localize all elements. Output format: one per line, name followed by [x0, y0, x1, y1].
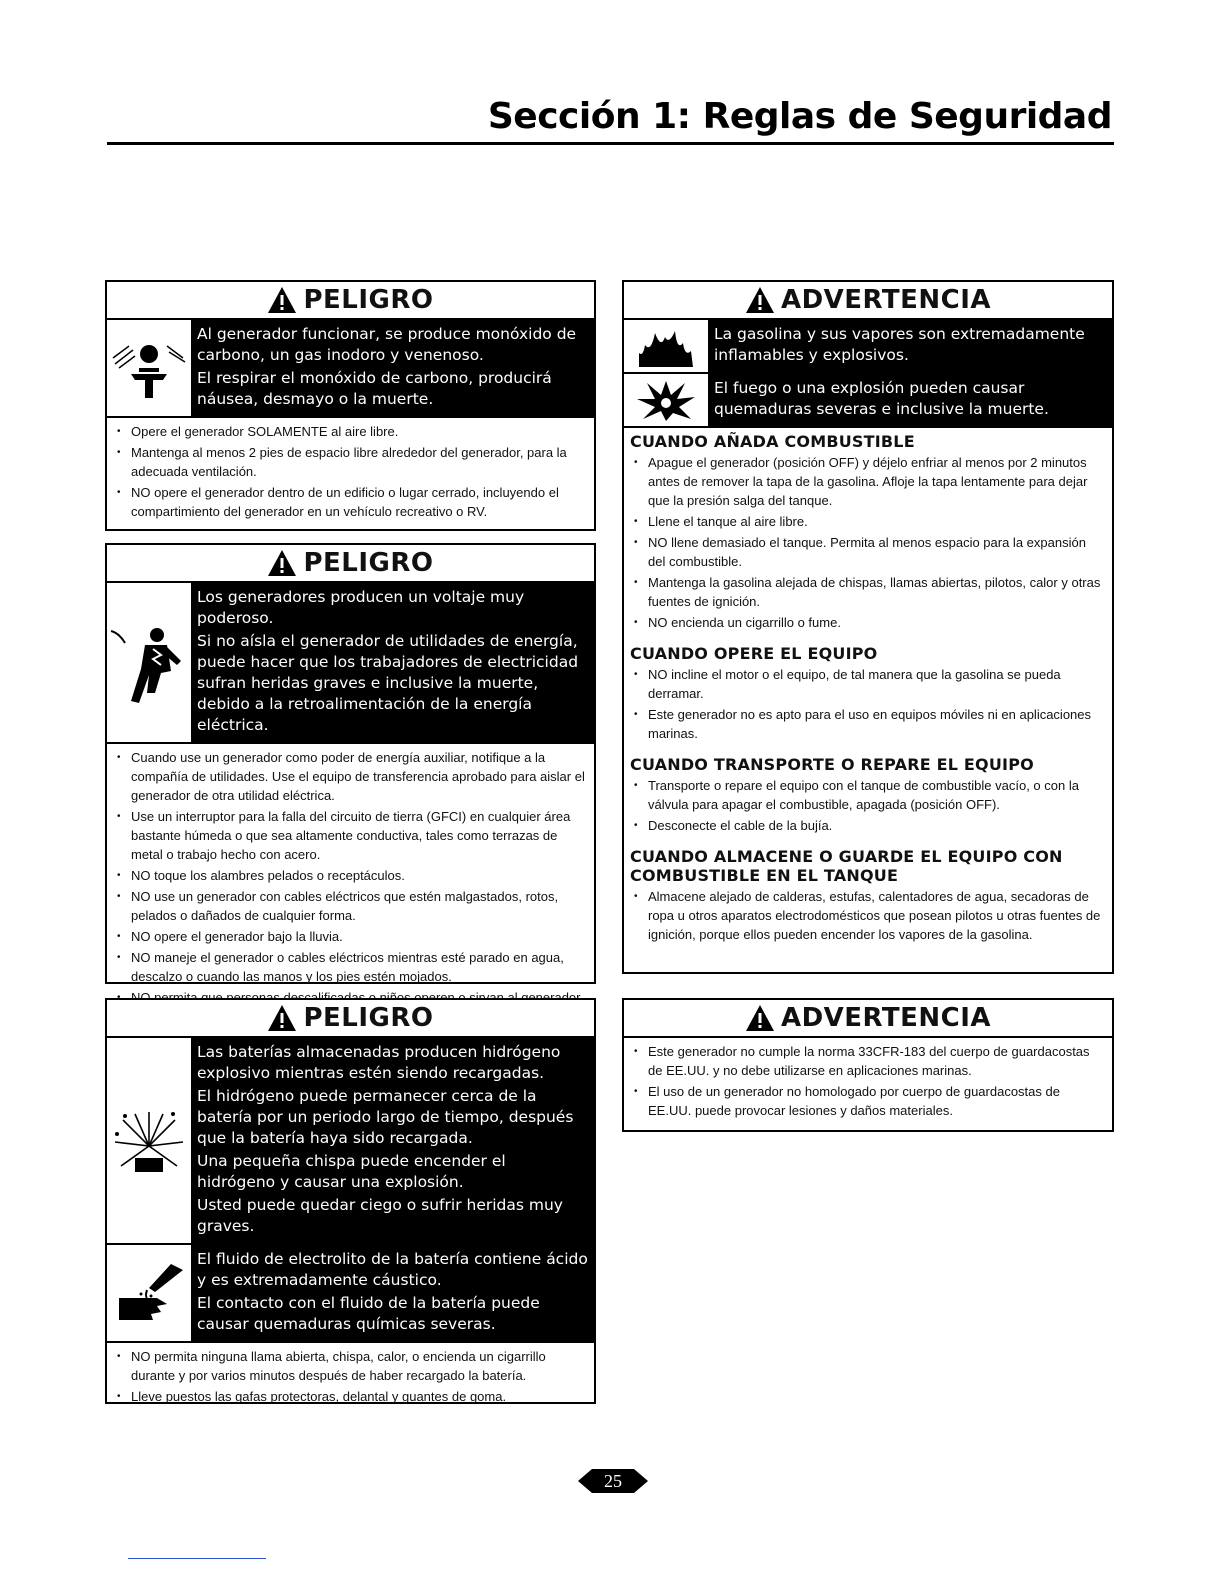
list-item: • Mantenga al menos 2 pies de espacio libre alrededor del generador, para la adecuada ventilación. [115, 443, 588, 481]
explosion-icon [107, 1038, 191, 1243]
danger-box-electrocution [105, 543, 596, 984]
list-item: • Lleve puestos las gafas protectoras, delantal y guantes de goma. [115, 1387, 588, 1406]
hazard-line: Las baterías almacenadas producen hidrógeno explosivo mientras estén siendo recargadas. [197, 1043, 561, 1082]
section-heading: CUANDO ALMACENE O GUARDE EL EQUIPO CON COMBUSTIBLE EN EL TANQUE [630, 847, 1063, 885]
list-item: • Opere el generador SOLAMENTE al aire libre. [115, 422, 588, 441]
list-item: • El uso de un generador no homologado por cuerpo de guardacostas de EE.UU. puede provocar lesiones y daños materiales. [632, 1082, 1106, 1120]
list-item: • Este generador no cumple la norma 33CFR-183 del cuerpo de guardacostas de EE.UU. y no debe utilizarse en aplicaciones marinas. [632, 1042, 1106, 1080]
page-title: Sección 1: Reglas de Seguridad [487, 96, 1112, 137]
list-item: • Almacene alejado de calderas, estufas, calentadores de agua, secadoras de ropa u otros aparatos electrodomésticos que posean pilotos u otras fuentes de ignición, porque ellos pueden encender los vapores de la gasolina. [632, 887, 1106, 944]
signal-word: PELIGRO [303, 548, 434, 578]
hazard-row [107, 1245, 594, 1343]
bullet-list [624, 1038, 1112, 1128]
warning-header [624, 1000, 1112, 1038]
list-item: • NO toque los alambres pelados o receptáculos. [115, 866, 588, 885]
section-heading: CUANDO OPERE EL EQUIPO [630, 644, 878, 663]
warning-triangle-icon [267, 549, 297, 577]
list-item: • NO llene demasiado el tanque. Permita al menos espacio para la expansión del combustible. [632, 533, 1106, 571]
list-item: • NO encienda un cigarrillo o fume. [632, 613, 1106, 632]
hazard-row [107, 1038, 594, 1245]
explosion-burst-icon [624, 374, 708, 426]
title-rule [107, 142, 1114, 145]
signal-word: ADVERTENCIA [780, 1003, 992, 1033]
hazard-line: Los generadores producen un voltaje muy poderoso. [197, 588, 525, 627]
list-item: • NO permita ninguna llama abierta, chispa, calor, o encienda un cigarrillo durante y por varios minutos después de haber recargado la batería. [115, 1347, 588, 1385]
hazard-line: Al generador funcionar, se produce monóxido de carbono, un gas inodoro y venenoso. [197, 325, 577, 364]
list-item: • Apague el generador (posición OFF) y déjelo enfriar al menos por 2 minutos antes de remover la tapa de la gasolina. Afloje la tapa lentamente para dejar que la presión salga del tanque. [632, 453, 1106, 510]
danger-header [107, 1000, 594, 1038]
section-heading: CUANDO AÑADA COMBUSTIBLE [630, 432, 915, 451]
hazard-line: El hidrógeno puede permanecer cerca de la batería por un periodo largo de tiempo, después que la batería haya sido recargada. [197, 1087, 574, 1147]
hazard-line: Si no aísla el generador de utilidades de energía, puede hacer que los trabajadores de electricidad sufran heridas graves e inclusive la muerte, debido a la retroalimentación de la energía eléctrica. [197, 632, 579, 734]
hazard-line: Usted puede quedar ciego o sufrir heridas muy graves. [197, 1196, 563, 1235]
hazard-row [107, 583, 594, 744]
signal-word: ADVERTENCIA [780, 285, 992, 315]
warning-triangle-icon [267, 286, 297, 314]
danger-header [107, 282, 594, 320]
hazard-text [191, 320, 594, 416]
hazard-row [624, 374, 1112, 428]
danger-box-battery [105, 998, 596, 1404]
list-item: • NO incline el motor o el equipo, de tal manera que la gasolina se pueda derramar. [632, 665, 1106, 703]
list-item: • Mantenga la gasolina alejada de chispas, llamas abiertas, pilotos, calor y otras fuentes de ignición. [632, 573, 1106, 611]
warning-header [624, 282, 1112, 320]
hazard-line: El fuego o una explosión pueden causar quemaduras severas e inclusive la muerte. [714, 379, 1049, 418]
bullet-list [624, 663, 1112, 751]
warning-triangle-icon [745, 286, 775, 314]
list-item: • NO opere el generador dentro de un edificio o lugar cerrado, incluyendo el compartimiento del generador en un vehículo recreativo o RV. [115, 483, 588, 521]
list-item: • NO use un generador con cables eléctricos que estén malgastados, rotos, pelados o dañados de cualquier forma. [115, 887, 588, 925]
danger-header [107, 545, 594, 583]
list-item: • Cuando use un generador como poder de energía auxiliar, notifique a la compañía de utilidades. Use el equipo de transferencia aprobado para aislar el generador de otra utilidad eléctrica. [115, 748, 588, 805]
hazard-text [191, 583, 594, 742]
bullet-list [107, 1343, 594, 1414]
bullet-list [624, 885, 1112, 952]
bullet-list [624, 774, 1112, 843]
list-item: • NO opere el generador bajo la lluvia. [115, 927, 588, 946]
list-item: • NO maneje el generador o cables eléctricos mientras esté parado en agua, descalzo o cuando las manos y los pies estén mojados. [115, 948, 588, 986]
bullet-list [624, 451, 1112, 640]
page-number: 25 [604, 1471, 622, 1491]
hazard-text [708, 374, 1112, 426]
hazard-text [191, 1245, 594, 1341]
hazard-line: El respirar el monóxido de carbono, producirá náusea, desmayo o la muerte. [197, 369, 552, 408]
bullet-list [107, 418, 594, 529]
fire-icon [624, 320, 708, 372]
page-number-badge [578, 1466, 648, 1496]
warning-box-fuel [622, 280, 1114, 974]
list-item: • Use un interruptor para la falla del circuito de tierra (GFCI) en cualquier área bastante húmeda o que sea altamente conductiva, tales como terrazas de metal o trabajo hecho con acero. [115, 807, 588, 864]
list-item: • Transporte o repare el equipo con el tanque de combustible vacío, o con la válvula para apagar el combustible, apagada (posición OFF). [632, 776, 1106, 814]
hazard-row [624, 320, 1112, 374]
hazard-text [708, 320, 1112, 372]
warning-box-marine [622, 998, 1114, 1132]
signal-word: PELIGRO [303, 285, 434, 315]
warning-triangle-icon [745, 1004, 775, 1032]
hazard-row [107, 320, 594, 418]
chemical-burn-icon [107, 1245, 191, 1341]
hazard-line: El fluido de electrolito de la batería contiene ácido y es extremadamente cáustico. [197, 1250, 588, 1289]
carbon-monoxide-icon [107, 320, 191, 416]
warning-triangle-icon [267, 1004, 297, 1032]
list-item: • Desconecte el cable de la bujía. [632, 816, 1106, 835]
hazard-line: Una pequeña chispa puede encender el hidrógeno y causar una explosión. [197, 1152, 506, 1191]
danger-box-carbon-monoxide [105, 280, 596, 531]
hazard-line: El contacto con el fluido de la batería puede causar quemaduras químicas severas. [197, 1294, 540, 1333]
list-item: • Este generador no es apto para el uso en equipos móviles ni en aplicaciones marinas. [632, 705, 1106, 743]
bullet-list [107, 744, 594, 1015]
hazard-line: La gasolina y sus vapores son extremadamente inflamables y explosivos. [714, 325, 1085, 364]
electrocution-icon [107, 583, 191, 742]
hazard-text [191, 1038, 594, 1243]
signal-word: PELIGRO [303, 1003, 434, 1033]
footer-rule [128, 1558, 266, 1559]
list-item: • Llene el tanque al aire libre. [632, 512, 1106, 531]
section-heading: CUANDO TRANSPORTE O REPARE EL EQUIPO [630, 755, 1034, 774]
